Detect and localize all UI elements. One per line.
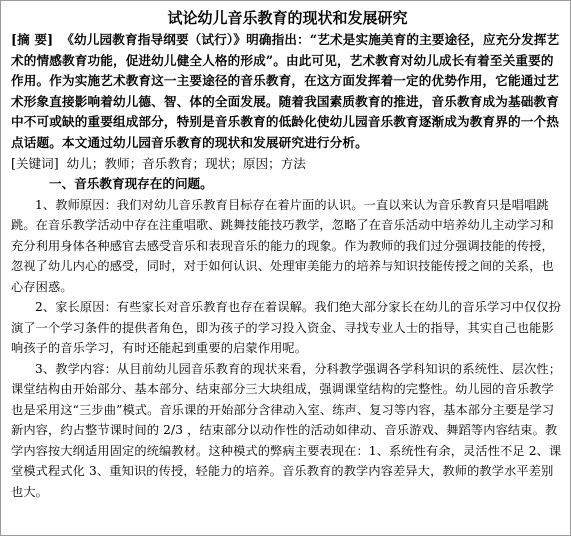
abstract-paragraph: [11, 30, 564, 154]
document-title: 试论幼儿音乐教育的现状和发展研究: [167, 9, 408, 27]
paragraph-teaching-content: 3、教学内容：从目前幼儿园音乐教育的现状来看，分科教学强调各学科知识的系统性、层次性；课堂结构由开始部分、基本部分、结束部分三大块组成，强调课堂结构的完整性。幼儿园的音乐教学也是采用这“三步曲”模式。音乐课的开始部分含律动入室、练声、复习等内容，基本部分主要是学习新内容，约占整节课时间的 2/3 ，结束部分以动作性的活动如律动、音乐游戏、舞蹈等内容结束。教学内容按大纲适用固定的统编教材。这种模式的弊病主要表现在：1、系统性有余，灵活性不足 2、课堂模式程式化 3、重知识的传授，轻能力的培养。音乐教育的教学内容差异大，教师的教学水平差别也大。: [11, 361, 562, 499]
keywords-line: [11, 154, 564, 175]
section-heading: 一、音乐教育现存在的问题。: [49, 176, 213, 192]
abstract-text: 《幼儿园教育指导纲要（试行）》明确指出：“艺术是实施美育的主要途径，应充分发挥艺术的情感教育功能，促进幼儿健全人格的形成”。由此可见，艺术教育对幼儿成长有着至关重要的作用。作为实施艺术教育这一主要途径的音乐教育，在这方面发挥着一定的优势作用，它能通过艺术形象直接影响着幼儿德、智、体的全面发展。随着我国素质教育的推进，音乐教育成为基础教育中不可或缺的重要组成部分，特别是音乐教育的低龄化使幼儿园音乐教育逐渐成为教育界的一个热点话题。本文通过幼儿园音乐教育的现状和发展研究进行分析。: [11, 32, 560, 150]
keywords-text: 幼儿；教师；音乐教育；现状；原因；方法: [66, 155, 306, 171]
keywords-label: [关键词]: [11, 155, 59, 171]
document-page: [11, 7, 564, 502]
paragraph-teacher-reasons: 1、教师原因：我们对幼儿音乐教育目标存在着片面的认识。一直以来认为音乐教育只是唱唱跳跳。在音乐教学活动中存在注重唱歌、跳舞技能技巧教学，忽略了在音乐活动中培养幼儿主动学习和充分利用身体各种感官去感受音乐和表现音乐的能力的现象。作为教师的我们过分强调技能的传授，忽视了幼儿内心的感受，同时，对于如何认识、处理审美能力的培养与知识技能传授之间的关系，也心存困惑。: [11, 197, 554, 294]
abstract-label: [摘 要]: [11, 32, 54, 47]
paragraph-parent-reasons: 2、家长原因：有些家长对音乐教育也存在着误解。我们绝大部分家长在幼儿的音乐学习中仅仅扮演了一个学习条件的提供者角色，即为孩子的学习投入资金、寻找专业人士的指导，其实自己也能影响孩子的音乐学习，有时还能起到重要的启蒙作用呢。: [11, 300, 562, 356]
